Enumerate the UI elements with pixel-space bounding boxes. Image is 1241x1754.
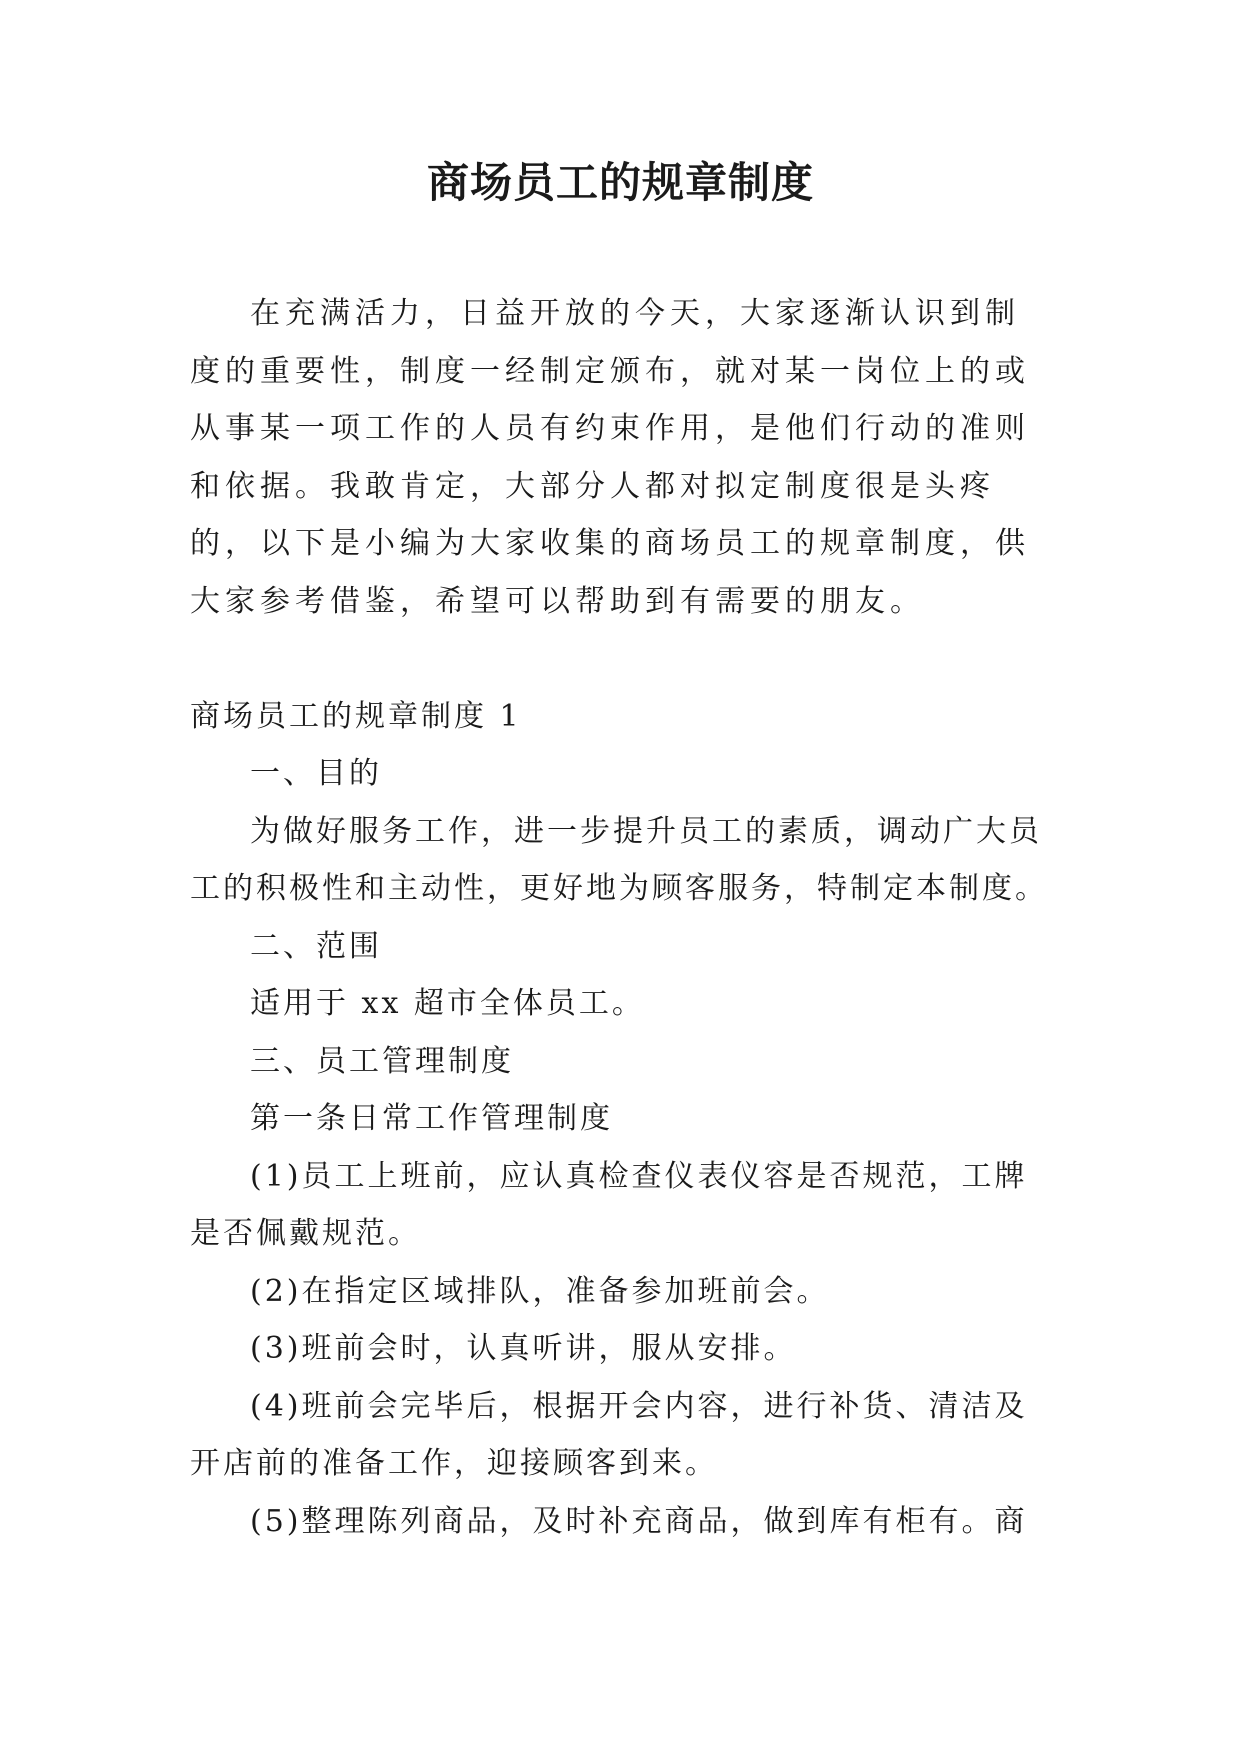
heading-purpose: 一、目的	[250, 756, 382, 791]
section-title: 商场员工的规章制度 1	[190, 698, 522, 734]
rule-item: (3)班前会时，认真听讲，服从安排。	[250, 1331, 797, 1366]
heading-scope: 二、范围	[250, 928, 382, 964]
rule-item: (2)在指定区域排队，准备参加班前会。	[250, 1273, 830, 1309]
rule-item: (5)整理陈列商品，及时补充商品，做到库有柜有。商	[250, 1503, 1028, 1539]
purpose-paragraph: 为做好服务工作，进一步提升员工的素质，调动广大员工的积极性和主动性，更好地为顾客服务，特制定本制度。	[190, 813, 1048, 906]
scope-paragraph: 适用于 xx 超市全体员工。	[250, 986, 645, 1021]
rule-item: (1)员工上班前，应认真检查仪表仪容是否规范，工牌是否佩戴规范。	[190, 1158, 1028, 1251]
heading-management: 三、员工管理制度	[250, 1043, 514, 1079]
article-one: 第一条日常工作管理制度	[250, 1101, 613, 1136]
rule-item: (4)班前会完毕后，根据开会内容，进行补货、清洁及开店前的准备工作，迎接顾客到来。	[190, 1388, 1028, 1481]
paragraph-spacer	[190, 630, 1050, 688]
document-body	[190, 285, 1050, 1550]
intro-paragraph: 在充满活力，日益开放的今天，大家逐渐认识到制度的重要性，制度一经制定颁布，就对某一岗位上的或从事某一项工作的人员有约束作用，是他们行动的准则和依据。我敢肯定，大部分人都对拟定制度很是头疼的，以下是小编为大家收集的商场员工的规章制度，供大家参考借鉴，希望可以帮助到有需要的朋友。	[190, 296, 1030, 619]
document-title: 商场员工的规章制度	[426, 158, 814, 207]
